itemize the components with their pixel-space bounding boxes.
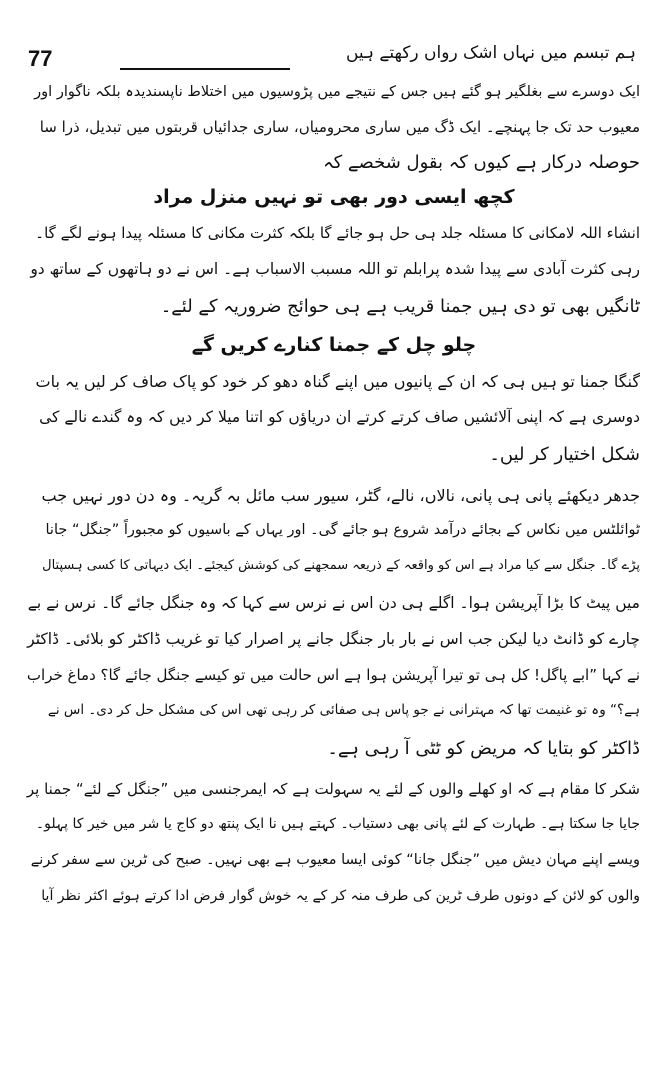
body-line: ٹوائلٹس میں نکاس کے بجائے درآمد شروع ہو جائے گی۔ اور یہاں کے باسیوں کو مجبوراً ”جنگل“ جانا xyxy=(45,522,640,538)
body-line: ویسے اپنے مہان دیش میں ”جنگل جانا“ کوئی ایسا معیوب ہے بھی نہیں۔ صبح کی ٹرین سے سفر کرنے xyxy=(30,852,640,868)
body-line: ٹانگیں بھی تو دی ہیں جمنا قریب ہے ہی حوائج ضروریہ کے لئے۔ xyxy=(160,296,640,317)
body-line: شکر کا مقام ہے کہ او کھلے والوں کے لئے یہ سہولت ہے کہ ایمرجنسی میں ”جنگل کے لئے“ جمنا پر xyxy=(26,780,640,798)
running-title: ہم تبسم میں نہاں اشک رواں رکھتے ہیں xyxy=(345,43,636,63)
body-line: پڑے گا۔ جنگل سے کیا مراد ہے اس کو واقعہ کے ذریعہ سمجھنے کی کوشش کیجئے۔ ایک دیہاتی کا کسی ہسپتال xyxy=(42,558,640,573)
body-line: جایا جا سکتا ہے۔ طہارت کے لئے پانی بھی دستیاب۔ کہتے ہیں نا ایک پنتھ دو کاج یا شر میں خیر کا پہلو۔ xyxy=(35,816,640,832)
body-line: ڈاکٹر کو بتایا کہ مریض کو ٹٹی آ رہی ہے۔ xyxy=(327,738,640,759)
body-line: والوں کو لائن کے دونوں طرف ٹرین کی طرف منہ کر کے یہ خوش گوار فرض ادا کرتے ہوئے اکثر نظر آیا xyxy=(41,888,640,904)
body-line: حوصلہ درکار ہے کیوں کہ بقول شخصے کہ xyxy=(323,152,640,173)
body-line: رہی کثرت آبادی سے پیدا شدہ پرابلم تو اللہ مسبب الاسباب ہے۔ اس نے دو ہاتھوں کے ساتھ دو xyxy=(30,260,640,278)
body-line: شکل اختیار کر لیں۔ xyxy=(489,444,640,465)
verse-line: کچھ ایسی دور بھی تو نہیں منزل مراد xyxy=(153,186,515,208)
body-line: جدھر دیکھئے پانی ہی پانی، نالاں، نالے، گٹر، سیور سب مائل بہ گریہ۔ وہ دن دور نہیں جب xyxy=(41,486,640,505)
body-line: معیوب حد تک جا پہنچے۔ ایک ڈگ میں ساری محرومیاں، ساری جدائیاں قربتوں میں تبدیل، ذرا سا xyxy=(39,118,640,136)
body-line: انشاء اللہ لامکانی کا مسئلہ جلد ہی حل ہو جائے گا بلکہ کثرت مکانی کا مسئلہ پیدا ہونے لگے گا۔ xyxy=(35,224,640,242)
header-rule xyxy=(120,68,290,70)
body-line: چارے کو ڈانٹ دیا لیکن جب اس نے بار بار جنگل جانے پر اصرار کیا تو غریب ڈاکٹر کو بلائی۔ ڈاکٹر xyxy=(27,630,640,648)
page-number: 77 xyxy=(28,46,53,71)
body-line: نے کہا ”ابے پاگل! کل ہی تو تیرا آپریشن ہوا ہے اس حالت میں تو کیسے جنگل جائے گا؟ دماغ خراب xyxy=(26,666,640,684)
body-line: ایک دوسرے سے بغلگیر ہو گئے ہیں جس کے نتیجے میں پڑوسیوں میں اختلاط ناپسندیدہ بلکہ ناگوار اور xyxy=(34,84,640,100)
verse-line: چلو چل کے جمنا کنارے کریں گے xyxy=(191,334,477,356)
body-line: میں پیٹ کا بڑا آپریشن ہوا۔ اگلے ہی دن اس نے نرس سے کہا کہ وہ جنگل جائے گا۔ نرس نے بے xyxy=(27,594,640,612)
page-header xyxy=(28,40,636,80)
body-line: دوسری ہے کہ اپنی آلائشیں صاف کرتے کرتے ان دریاؤں کو اتنا میلا کر دیں کہ وہ گندے نالے کی xyxy=(39,408,640,426)
body-line: گنگا جمنا تو ہیں ہی کہ ان کے پانیوں میں اپنے گناہ دھو کر خود کو پاک صاف کر لیں یہ بات xyxy=(35,372,640,391)
body-line: ہے؟“ وہ تو غنیمت تھا کہ مہترانی نے جو پاس ہی صفائی کر رہی تھی اس کی مشکل حل کر دی۔ اس نے xyxy=(47,702,640,718)
